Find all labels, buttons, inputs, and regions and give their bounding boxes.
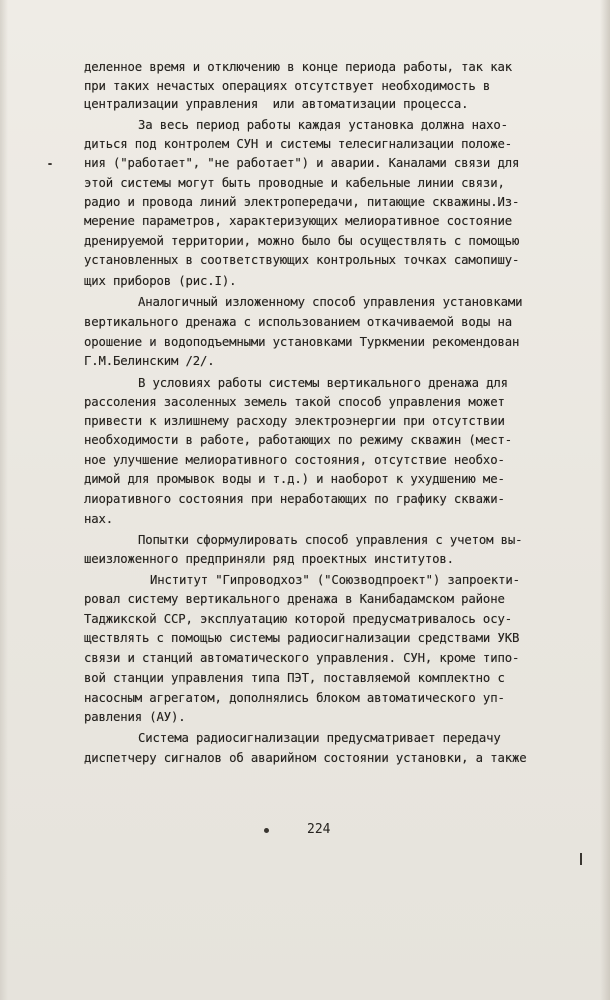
text-line: шеизложенного предприняли ряд проектных институтов. bbox=[84, 552, 454, 566]
text-line: ния ("работает", "не работает") и аварии. Каналами связи для bbox=[84, 156, 520, 170]
text-line: при таких нечастых операциях отсутствует необходимость в bbox=[84, 79, 491, 93]
text-line: Попытки сформулировать способ управления с учетом вы- bbox=[138, 533, 523, 547]
page-edge-left bbox=[0, 0, 8, 1000]
text-line: установленных в соответствующих контрольных точках самопишу- bbox=[84, 253, 520, 267]
text-line: Институт "Гипроводхоз" ("Союзводпроект") запроекти- bbox=[150, 573, 520, 587]
text-line: дренируемой территории, можно было бы осуществлять с помощью bbox=[84, 234, 520, 248]
text-line: вертикального дренажа с использованием откачиваемой воды на bbox=[84, 315, 512, 329]
ink-blot bbox=[264, 828, 269, 833]
text-line: Таджикской ССР, эксплуатацию которой предусматривалось осу- bbox=[84, 612, 512, 626]
text-line: щих приборов (рис.I). bbox=[84, 274, 237, 288]
text-line: рассоления засоленных земель такой способ управления может bbox=[84, 395, 505, 409]
text-line: димой для промывок воды и т.д.) и наоборот к ухудшению ме- bbox=[84, 472, 505, 486]
page-number: 224 bbox=[307, 822, 331, 837]
text-line: вой станции управления типа ПЭТ, поставляемой комплектно с bbox=[84, 671, 505, 685]
text-line: Г.М.Белинским /2/. bbox=[84, 354, 215, 368]
text-line: радио и провода линий электропередачи, питающие скважины.Из- bbox=[84, 195, 520, 209]
text-line: нах. bbox=[84, 512, 114, 526]
margin-tick bbox=[580, 853, 582, 865]
text-line: привести к излишнему расходу электроэнергии при отсутствии bbox=[84, 414, 505, 428]
text-line: мерение параметров, характеризующих мелиоративное состояние bbox=[84, 214, 512, 228]
text-line: диться под контролем СУН и системы телесигнализации положе- bbox=[84, 137, 512, 151]
text-line: орошение и водоподъемными установками Туркмении рекомендован bbox=[84, 335, 520, 349]
text-line: Аналогичный изложенному способ управления установками bbox=[138, 295, 523, 309]
text-line: связи и станций автоматического управления. СУН, кроме типо- bbox=[84, 651, 520, 665]
text-line: деленное время и отключению в конце периода работы, так как bbox=[84, 60, 512, 74]
text-line: централизации управления или автоматизации процесса. bbox=[84, 97, 469, 111]
text-line: равления (АУ). bbox=[84, 710, 186, 724]
text-line: ществлять с помощью системы радиосигнализации средствами УКВ bbox=[84, 631, 520, 645]
text-line: необходимости в работе, работающих по режиму скважин (мест- bbox=[84, 433, 512, 447]
text-line: В условиях работы системы вертикального дренажа для bbox=[138, 376, 508, 390]
margin-mark bbox=[48, 163, 52, 165]
text-line: ровал систему вертикального дренажа в Канибадамском районе bbox=[84, 592, 505, 606]
text-line: насосным агрегатом, дополнялись блоком автоматического уп- bbox=[84, 691, 505, 705]
text-line: За весь период работы каждая установка должна нахо- bbox=[138, 118, 508, 132]
text-line: диспетчеру сигналов об аварийном состоянии установки, а также bbox=[84, 751, 527, 765]
text-line: лиоративного состояния при неработающих по графику скважи- bbox=[84, 492, 505, 506]
text-line: Система радиосигнализации предусматривает передачу bbox=[138, 731, 501, 745]
text-line: ное улучшение мелиоративного состояния, отсутствие необхо- bbox=[84, 453, 505, 467]
page-edge-right bbox=[600, 0, 610, 1000]
text-line: этой системы могут быть проводные и кабельные линии связи, bbox=[84, 176, 505, 190]
